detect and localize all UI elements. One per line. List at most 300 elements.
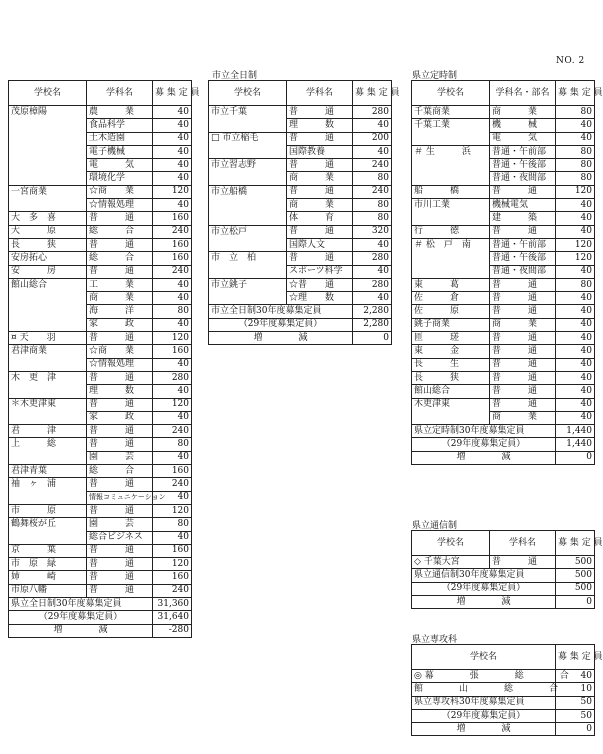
school-name: 長 生 [412, 358, 490, 371]
total-value: 2,280 [353, 305, 392, 318]
capacity-value: 40 [556, 332, 595, 345]
table-row [412, 119, 595, 132]
total-label: 増 減 [209, 332, 353, 345]
capacity-value: 80 [153, 305, 192, 318]
school-name: 市立銚子 [209, 278, 287, 291]
table-row [9, 265, 192, 278]
caption-kenritsu-tsushin: 県立通信制 [412, 521, 458, 531]
dept-name: 普通・午後部 [490, 159, 556, 172]
school-name [9, 292, 87, 305]
capacity-value: 40 [353, 119, 392, 132]
dept-name: ☆情報処理 [87, 358, 153, 371]
school-name [9, 411, 87, 424]
total-label: 県立定時制30年度募集定員 [412, 425, 556, 438]
school-name: 市 立 柏 [209, 252, 287, 265]
school-name: 長 狭 [412, 371, 490, 384]
header-school: 学校名 [209, 81, 287, 106]
header-capacity: 募 集 定 員 [556, 531, 595, 556]
dept-name: 食品科学 [87, 119, 153, 132]
table-row [9, 238, 192, 251]
dept-name: 普 通 [87, 398, 153, 411]
header-dept: 学科名 [87, 81, 153, 106]
capacity-value: 40 [556, 398, 595, 411]
table-row [9, 345, 192, 358]
school-name: 大 原 [9, 225, 87, 238]
total-row [9, 624, 192, 637]
table-row [209, 172, 392, 185]
school-name: 袖 ヶ 浦 [9, 478, 87, 491]
total-row [412, 696, 595, 709]
dept-name: 普 通 [87, 371, 153, 384]
capacity-value: 40 [556, 265, 595, 278]
total-value: 500 [556, 582, 595, 595]
school-name: 一宮商業 [9, 185, 87, 198]
dept-name: 普 通 [490, 278, 556, 291]
school-name [209, 238, 287, 251]
school-name: ¤ 天 羽 [9, 332, 87, 345]
total-label: 県立専攻科30年度募集定員 [412, 696, 556, 709]
table-row [412, 358, 595, 371]
capacity-value: 240 [153, 225, 192, 238]
total-value: 1,440 [556, 438, 595, 451]
total-row [209, 332, 392, 345]
school-name: 姉 崎 [9, 571, 87, 584]
table-row [412, 132, 595, 145]
total-row [412, 438, 595, 451]
capacity-value: 280 [353, 106, 392, 119]
capacity-value: 40 [153, 411, 192, 424]
dept-name: ☆商 業 [87, 185, 153, 198]
capacity-value: 40 [153, 292, 192, 305]
total-label: （29年度募集定員） [412, 709, 556, 722]
school-name: 木 更 津 [9, 371, 87, 384]
table-row [209, 292, 392, 305]
dept-name: 国際人文 [287, 238, 353, 251]
dept-name: 普 通 [490, 398, 556, 411]
table-row [209, 159, 392, 172]
capacity-value: 80 [556, 172, 595, 185]
table-row [412, 212, 595, 225]
dept-name: 電 気 [87, 159, 153, 172]
dept-name: 普通・夜間部 [490, 172, 556, 185]
capacity-value: 40 [556, 119, 595, 132]
capacity-value: 40 [153, 451, 192, 464]
capacity-value: 160 [153, 465, 192, 478]
capacity-value: 80 [153, 518, 192, 531]
total-row [9, 611, 192, 624]
header-capacity: 募 集 定 員 [556, 645, 595, 670]
capacity-value: 40 [556, 318, 595, 331]
dept-name: 普通・夜間部 [490, 265, 556, 278]
dept-name: 普 通 [87, 584, 153, 597]
table-row [9, 425, 192, 438]
capacity-value: 40 [556, 292, 595, 305]
dept-name: スポーツ科学 [287, 265, 353, 278]
total-value: 0 [353, 332, 392, 345]
dept-name: 海 洋 [87, 305, 153, 318]
total-value: 500 [556, 569, 595, 582]
dept-name: 普 通 [490, 185, 556, 198]
dept-name: 工 業 [87, 278, 153, 291]
school-name: 匝 瑳 [412, 332, 490, 345]
capacity-value: 80 [353, 172, 392, 185]
dept-name: 普 通 [490, 345, 556, 358]
table-row [9, 252, 192, 265]
school-name: 市原八幡 [9, 584, 87, 597]
dept-name: 商 業 [287, 199, 353, 212]
dept-name: 環境化学 [87, 172, 153, 185]
table-row [412, 683, 595, 696]
school-name: 佐 倉 [412, 292, 490, 305]
table-row [412, 398, 595, 411]
capacity-value: 120 [153, 558, 192, 571]
total-value: 0 [556, 451, 595, 464]
table-row [412, 292, 595, 305]
caption-shiritsu-zennichi: 市立全日制 [212, 71, 258, 81]
capacity-value: 40 [556, 225, 595, 238]
table-row [412, 278, 595, 291]
dept-name: 園 芸 [87, 451, 153, 464]
table-row [9, 145, 192, 158]
total-row [412, 595, 595, 608]
school-name [209, 145, 287, 158]
capacity-value: 10 [556, 683, 595, 696]
school-name: ＊木更津東 [9, 398, 87, 411]
school-name [209, 212, 287, 225]
dept-name: 普 通 [87, 425, 153, 438]
school-name: 木更津東 [412, 398, 490, 411]
table-row [9, 531, 192, 544]
table-row [9, 504, 192, 517]
capacity-value: 160 [153, 571, 192, 584]
capacity-value: 40 [153, 172, 192, 185]
dept-name: 普 通 [87, 544, 153, 557]
capacity-value: 40 [556, 411, 595, 424]
table-row [9, 159, 192, 172]
capacity-value: 80 [556, 278, 595, 291]
school-name [209, 172, 287, 185]
table-row [209, 225, 392, 238]
table-row [412, 385, 595, 398]
school-name [209, 119, 287, 132]
school-name: 安房拓心 [9, 252, 87, 265]
school-name [412, 411, 490, 424]
dept-name: 建 築 [490, 212, 556, 225]
school-name [9, 132, 87, 145]
capacity-value: 80 [353, 199, 392, 212]
dept-name: 普 通 [87, 558, 153, 571]
table-row [412, 332, 595, 345]
total-row [412, 425, 595, 438]
capacity-value: 80 [353, 212, 392, 225]
school-name: ◇ 千葉大宮 [412, 556, 490, 569]
total-label: 増 減 [412, 595, 556, 608]
school-name: 茂原樟陽 [9, 106, 87, 119]
dept-name: 普 通 [287, 106, 353, 119]
dept-name: 電 気 [490, 132, 556, 145]
dept-name: ☆普 通 [287, 278, 353, 291]
table-row [9, 199, 192, 212]
dept-name: 普 通 [287, 185, 353, 198]
school-name: 大 多 喜 [9, 212, 87, 225]
table-row [412, 106, 595, 119]
school-name [9, 358, 87, 371]
table-row [412, 225, 595, 238]
header-dept: 学科名 [287, 81, 353, 106]
table-row [9, 332, 192, 345]
capacity-value: 40 [153, 385, 192, 398]
dept-name: 普 通 [87, 332, 153, 345]
table-row [9, 385, 192, 398]
capacity-value: 240 [153, 584, 192, 597]
school-name: 市立習志野 [209, 159, 287, 172]
dept-name: 普 通 [490, 225, 556, 238]
header-school: 学校名 [9, 81, 87, 106]
total-row [209, 305, 392, 318]
table-row [209, 185, 392, 198]
school-name: 鶴舞桜が丘 [9, 518, 87, 531]
capacity-value: 200 [353, 132, 392, 145]
table-row [9, 411, 192, 424]
capacity-value: 120 [556, 185, 595, 198]
capacity-value: 120 [153, 185, 192, 198]
table-kenritsu-tsushin [411, 530, 603, 609]
school-name: 船 橋 [412, 185, 490, 198]
capacity-value: 40 [153, 278, 192, 291]
total-label: （29年度募集定員） [412, 438, 556, 451]
dept-name: 普通・午後部 [490, 252, 556, 265]
total-row [412, 723, 595, 736]
total-label: 県立通信制30年度募集定員 [412, 569, 556, 582]
dept-name: 普 通 [87, 478, 153, 491]
dept-name: 普 通 [87, 265, 153, 278]
table-row [9, 172, 192, 185]
capacity-value: 40 [556, 132, 595, 145]
dept-name: 普 通 [490, 292, 556, 305]
school-name [209, 292, 287, 305]
dept-name: ☆商 業 [87, 345, 153, 358]
table-row [9, 544, 192, 557]
school-name: 市川工業 [412, 199, 490, 212]
capacity-value: 40 [353, 145, 392, 158]
school-name: 君津青葉 [9, 465, 87, 478]
school-name: 館山総合 [9, 278, 87, 291]
total-row [412, 569, 595, 582]
capacity-value: 80 [556, 159, 595, 172]
total-row [209, 318, 392, 331]
dept-name: 普 通 [490, 385, 556, 398]
table-row [9, 318, 192, 331]
dept-name: 普 通 [87, 238, 153, 251]
school-name: 市 原 緑 [9, 558, 87, 571]
header-dept: 学科名 [490, 531, 556, 556]
school-name: 市立千葉 [209, 106, 287, 119]
header-dept: 学科名・部名 [490, 81, 556, 106]
table-row [9, 305, 192, 318]
table-row [9, 292, 192, 305]
school-name: ＃ 生 浜 [412, 145, 490, 158]
table-row [9, 106, 192, 119]
header-capacity: 募 集 定 員 [556, 81, 595, 106]
dept-name: 普 通 [287, 132, 353, 145]
table-row [9, 465, 192, 478]
capacity-value: 40 [556, 199, 595, 212]
school-name [9, 145, 87, 158]
capacity-value: 160 [153, 544, 192, 557]
capacity-value: 120 [153, 504, 192, 517]
page-number: NO. 2 [556, 56, 585, 66]
dept-name: 普 通 [287, 159, 353, 172]
dept-name: 理 数 [87, 385, 153, 398]
caption-kenritsu-teiji: 県立定時制 [412, 71, 458, 81]
dept-name: 家 政 [87, 318, 153, 331]
dept-name: 総 合 [87, 252, 153, 265]
total-label: 増 減 [412, 451, 556, 464]
dept-name: 総 合 [87, 465, 153, 478]
table-row [209, 278, 392, 291]
table-row [412, 556, 595, 569]
school-name: ＃ 松 戸 南 [412, 238, 490, 251]
capacity-value: 40 [153, 531, 192, 544]
dept-name: 情報コミュニケーション [87, 491, 153, 504]
total-label: 市立全日制30年度募集定員 [209, 305, 353, 318]
table-row [412, 345, 595, 358]
capacity-value: 40 [556, 358, 595, 371]
school-name: 京 葉 [9, 544, 87, 557]
capacity-value: 80 [556, 106, 595, 119]
capacity-value: 40 [556, 212, 595, 225]
dept-name: 国際教養 [287, 145, 353, 158]
table-row [9, 278, 192, 291]
dept-name: 総合ビジネス [87, 531, 153, 544]
school-name [412, 132, 490, 145]
table-row [9, 212, 192, 225]
school-name: 市立松戸 [209, 225, 287, 238]
capacity-value: 40 [353, 238, 392, 251]
dept-name: 普 通 [490, 332, 556, 345]
dept-name: 理 数 [287, 119, 353, 132]
school-name [9, 172, 87, 185]
dept-name: 体 育 [287, 212, 353, 225]
total-value: 0 [556, 595, 595, 608]
table-row [412, 265, 595, 278]
school-name: □ 市立稲毛 [209, 132, 287, 145]
capacity-value: 280 [353, 278, 392, 291]
table-row [209, 265, 392, 278]
table-row [209, 132, 392, 145]
school-name: 市立船橋 [209, 185, 287, 198]
school-name: 館 山 総 合 [412, 683, 556, 696]
dept-name: ☆情報処理 [87, 199, 153, 212]
table-row [9, 558, 192, 571]
table-kenritsu-senko [411, 644, 603, 736]
capacity-value: 240 [353, 159, 392, 172]
table-kenritsu-zennichi [8, 80, 200, 638]
school-name [9, 199, 87, 212]
capacity-value: 240 [153, 478, 192, 491]
dept-name: 普 通 [490, 358, 556, 371]
dept-name: 商 業 [87, 292, 153, 305]
header-school: 学校名 [412, 81, 490, 106]
table-row [209, 199, 392, 212]
dept-name: 普 通 [87, 504, 153, 517]
table-row [412, 185, 595, 198]
school-name: ◎ 幕 張 総 合 [412, 670, 556, 683]
school-name [9, 451, 87, 464]
dept-name: 普通・午前部 [490, 238, 556, 251]
school-name: 千葉商業 [412, 106, 490, 119]
total-value: 31,360 [153, 597, 192, 610]
table-kenritsu-teiji [411, 80, 603, 465]
total-value: -280 [153, 624, 192, 637]
school-name [412, 252, 490, 265]
dept-name: 普 通 [287, 252, 353, 265]
dept-name: 商 業 [490, 411, 556, 424]
dept-name: 普 通 [287, 225, 353, 238]
dept-name: 普 通 [490, 305, 556, 318]
table-row [412, 371, 595, 384]
school-name: 行 徳 [412, 225, 490, 238]
capacity-value: 160 [153, 238, 192, 251]
table-row [412, 670, 595, 683]
total-label: （29年度募集定員） [412, 582, 556, 595]
table-row [9, 518, 192, 531]
total-row [9, 597, 192, 610]
school-name [9, 385, 87, 398]
table-row [412, 238, 595, 251]
dept-name: 商 業 [490, 318, 556, 331]
capacity-value: 40 [153, 106, 192, 119]
dept-name: 普 通 [87, 571, 153, 584]
table-row [412, 305, 595, 318]
capacity-value: 40 [153, 119, 192, 132]
table-row [9, 225, 192, 238]
school-name: 長 狭 [9, 238, 87, 251]
table-row [9, 571, 192, 584]
dept-name: 園 芸 [87, 518, 153, 531]
table-row [412, 145, 595, 158]
caption-kenritsu-senko: 県立専攻科 [412, 635, 458, 645]
school-name [209, 265, 287, 278]
capacity-value: 40 [153, 358, 192, 371]
capacity-value: 240 [153, 265, 192, 278]
dept-name: 普 通 [87, 212, 153, 225]
capacity-value: 40 [353, 265, 392, 278]
capacity-value: 40 [153, 491, 192, 504]
total-value: 2,280 [353, 318, 392, 331]
table-row [209, 212, 392, 225]
table-row [412, 159, 595, 172]
school-name [412, 212, 490, 225]
school-name [412, 172, 490, 185]
dept-name: 家 政 [87, 411, 153, 424]
school-name [9, 159, 87, 172]
header-capacity: 募 集 定 員 [153, 81, 192, 106]
dept-name: 普 通 [490, 371, 556, 384]
table-row [9, 491, 192, 504]
capacity-value: 160 [153, 252, 192, 265]
school-name: 東 葛 [412, 278, 490, 291]
header-school: 学校名 [412, 531, 490, 556]
capacity-value: 80 [556, 145, 595, 158]
capacity-value: 280 [153, 371, 192, 384]
school-name: 東 金 [412, 345, 490, 358]
capacity-value: 240 [353, 185, 392, 198]
dept-name: 総 合 [87, 225, 153, 238]
school-name [9, 305, 87, 318]
total-row [412, 709, 595, 722]
capacity-value: 160 [153, 345, 192, 358]
